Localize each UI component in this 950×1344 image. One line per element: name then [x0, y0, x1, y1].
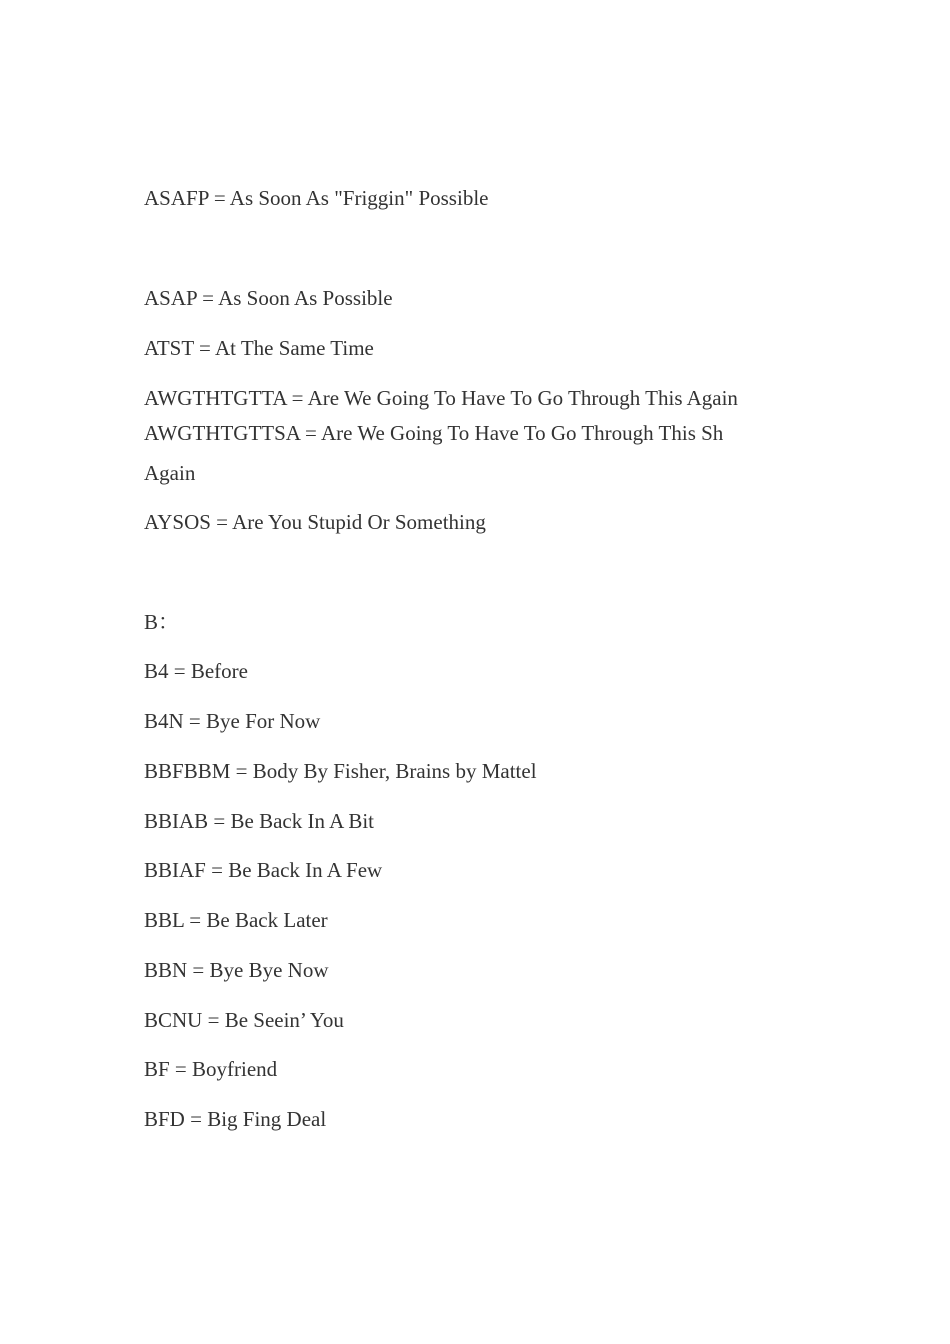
- entry-bcnu: BCNU = Be Seein’ You: [144, 1008, 344, 1032]
- entry-bbn: BBN = Bye Bye Now: [144, 958, 329, 982]
- entry-bbfbbm: BBFBBM = Body By Fisher, Brains by Mattel: [144, 759, 537, 783]
- section-heading-b: B：: [144, 610, 180, 634]
- entry-bf: BF = Boyfriend: [144, 1057, 278, 1081]
- entry-asafp: ASAFP = As Soon As "Friggin" Possible: [144, 186, 489, 210]
- entry-asap: ASAP = As Soon As Possible: [144, 286, 393, 310]
- entry-bfd: BFD = Big Fing Deal: [144, 1107, 327, 1131]
- entry-b4n: B4N = Bye For Now: [144, 709, 321, 733]
- entry-bbl: BBL = Be Back Later: [144, 908, 328, 932]
- entry-bbiaf: BBIAF = Be Back In A Few: [144, 858, 383, 882]
- entry-b4: B4 = Before: [144, 659, 248, 683]
- entry-awgthtgttsa-continuation: Again: [144, 461, 196, 485]
- entry-awgthtgttsa: AWGTHTGTTSA = Are We Going To Have To Go Through This Sh: [144, 421, 724, 445]
- entry-awgthtgtta: AWGTHTGTTA = Are We Going To Have To Go Through This Again: [144, 386, 738, 410]
- entry-bbiab: BBIAB = Be Back In A Bit: [144, 809, 375, 833]
- entry-atst: ATST = At The Same Time: [144, 336, 374, 360]
- entry-aysos: AYSOS = Are You Stupid Or Something: [144, 510, 486, 534]
